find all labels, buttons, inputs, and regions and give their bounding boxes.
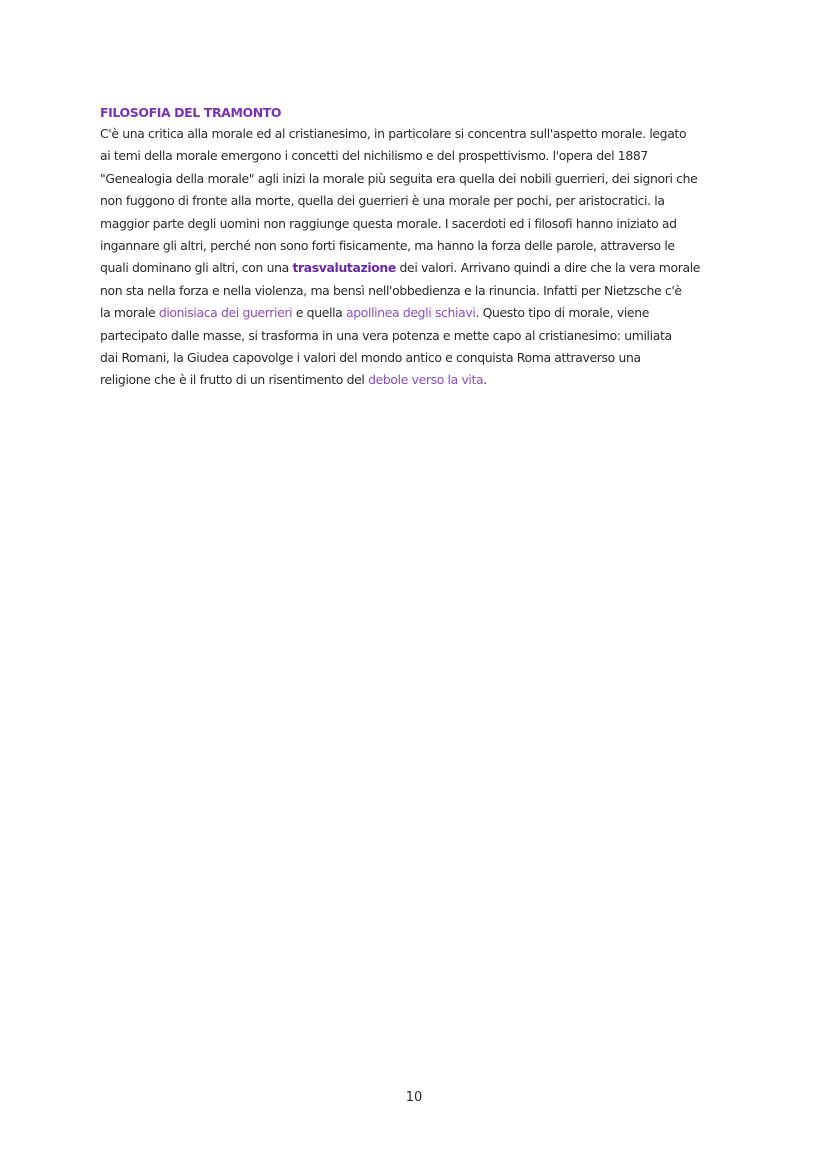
text-segment: ingannare gli altri, perché non sono forti fisicamente, ma hanno la forza delle parole, attraverso le — [100, 238, 675, 254]
text-line — [100, 190, 730, 212]
text-segment: partecipato dalle masse, si trasforma in una vera potenza e mette capo al cristianesimo: umiliata — [100, 327, 672, 343]
text-segment: . — [483, 372, 487, 388]
page-number: 10 — [405, 1090, 423, 1105]
highlight-term-debole: debole verso la vita — [368, 372, 484, 388]
text-segment: non sta nella forza e nella violenza, ma bensì nell'obbedienza e la rinuncia. Infatti per Nietzsche c'è — [100, 282, 682, 298]
text-segment: C'è una critica alla morale ed al cristianesimo, in particolare si concentra sull'aspetto morale. legato — [100, 126, 687, 141]
text-line — [100, 347, 730, 369]
text-segment: dei valori. Arrivano quindi a dire che la vera morale — [395, 260, 701, 276]
highlight-term-dionisiaca: dionisiaca dei guerrieri — [158, 305, 293, 321]
text-line — [100, 302, 730, 324]
text-line — [100, 213, 730, 235]
text-line — [100, 325, 730, 347]
text-segment: non fuggono di fronte alla morte, quella dei guerrieri è una morale per pochi, per aristocratici. la — [100, 193, 665, 209]
text-segment: religione che è il frutto di un risentimento del — [100, 372, 369, 388]
text-line — [100, 168, 730, 190]
body-paragraph — [100, 123, 730, 392]
text-line — [100, 257, 730, 279]
text-line — [100, 123, 730, 145]
text-segment: maggior parte degli uomini non raggiunge questa morale. I sacerdoti ed i filosofi hanno iniziato ad — [100, 215, 677, 231]
text-line — [100, 235, 730, 257]
text-segment: quali dominano gli altri, con una — [100, 260, 293, 276]
text-line — [100, 369, 730, 391]
text-segment: dai Romani, la Giudea capovolge i valori del mondo antico e conquista Roma attraverso una — [100, 350, 641, 366]
text-segment: ai temi della morale emergono i concetti del nichilismo e del prospettivismo. l'opera del 1887 — [100, 148, 648, 164]
highlight-term-apollinea: apollinea degli schiavi — [346, 305, 476, 321]
section-heading: FILOSOFIA DEL TRAMONTO — [100, 105, 282, 120]
highlight-term-trasvalutazione: trasvalutazione — [292, 260, 396, 276]
text-line — [100, 280, 730, 302]
text-segment: e quella — [292, 305, 346, 321]
text-segment: . Questo tipo di morale, viene — [475, 305, 649, 321]
text-line — [100, 145, 730, 167]
text-segment: "Genealogia della morale" agli inizi la morale più seguita era quella dei nobili guerrieri, dei signori che — [100, 170, 698, 186]
text-segment: la morale — [100, 305, 159, 321]
